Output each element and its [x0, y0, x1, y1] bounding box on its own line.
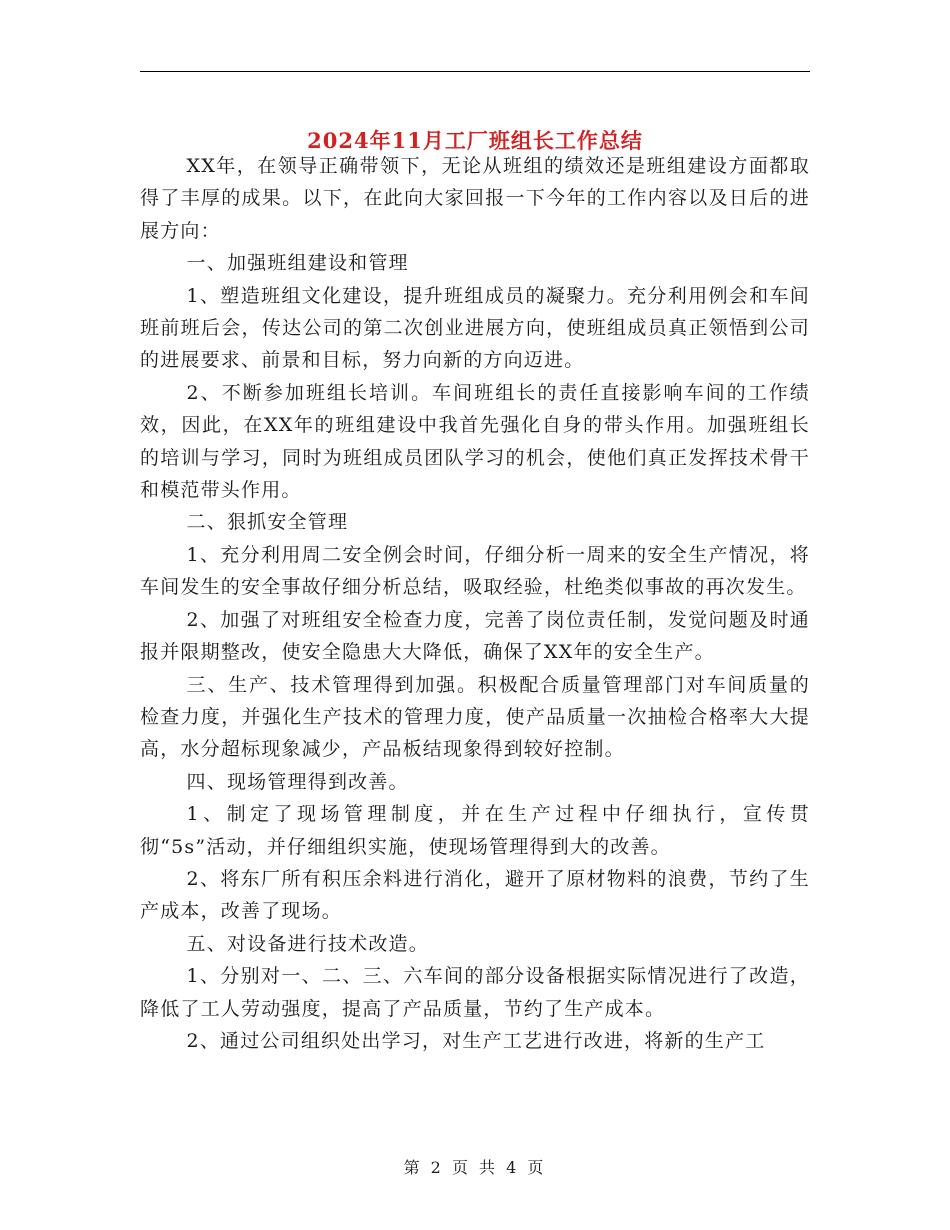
paragraph-intro: XX年，在领导正确带领下，无论从班组的绩效还是班组建设方面都取得了丰厚的成果。以下，在此向大家回报一下今年的工作内容以及日后的进展方向： [140, 155, 810, 242]
document-title: 2024年11月工厂班组长工作总结 [307, 128, 643, 154]
paragraph-4-1: 1、制定了现场管理制度，并在生产过程中仔细执行，宣传贯彻“5s”活动，并仔细组织实施，使现场管理得到大的改善。 [140, 803, 810, 858]
section-heading-5: 五、对设备进行技术改造。 [186, 932, 429, 955]
header-rule [140, 71, 810, 72]
paragraph-2-1: 1、充分利用周二安全例会时间，仔细分析一周来的安全生产情况，将车间发生的安全事故仔细分析总结，吸取经验，杜绝类似事故的再次发生。 [140, 543, 810, 599]
paragraph-2-2: 2、加强了对班组安全检查力度，完善了岗位责任制，发觉问题及时通报并限期整改，使安全隐患大大降低，确保了XX年的安全生产。 [140, 608, 810, 664]
section-heading-2: 二、狠抓安全管理 [186, 511, 349, 534]
section-heading-4: 四、现场管理得到改善。 [186, 770, 409, 793]
paragraph-5-2: 2、通过公司组织处出学习，对生产工艺进行改进，将新的生产工 [186, 1029, 766, 1052]
paragraph-1-1: 1、塑造班组文化建设，提升班组成员的凝聚力。充分利用例会和车间班前班后会，传达公司的第二次创业进展方向，使班组成员真正领悟到公司的进展要求、前景和目标，努力向新的方向迈进。 [140, 284, 810, 372]
section-heading-1: 一、加强班组建设和管理 [186, 252, 409, 275]
document-body [140, 150, 810, 1057]
paragraph-5-1: 1、分别对一、二、三、六车间的部分设备根据实际情况进行了改造，降低了工人劳动强度，提高了产品质量，节约了生产成本。 [140, 965, 810, 1020]
paragraph-section-3: 三、生产、技术管理得到加强。积极配合质量管理部门对车间质量的检查力度，并强化生产技术的管理力度，使产品质量一次抽检合格率大大提高，水分超标现象减少，产品板结现象得到较好控制。 [140, 673, 810, 761]
paragraph-1-2: 2、不断参加班组长培训。车间班组长的责任直接影响车间的工作绩效，因此，在XX年的班组建设中我首先强化自身的带头作用。加强班组长的培训与学习，同时为班组成员团队学习的机会，使他们真正发挥技术骨干和模范带头作用。 [140, 381, 810, 502]
page-number-footer: 第 2 页 共 4 页 [403, 1158, 547, 1177]
paragraph-4-2: 2、将东厂所有积压余料进行消化，避开了原材物料的浪费，节约了生产成本，改善了现场。 [140, 867, 810, 923]
